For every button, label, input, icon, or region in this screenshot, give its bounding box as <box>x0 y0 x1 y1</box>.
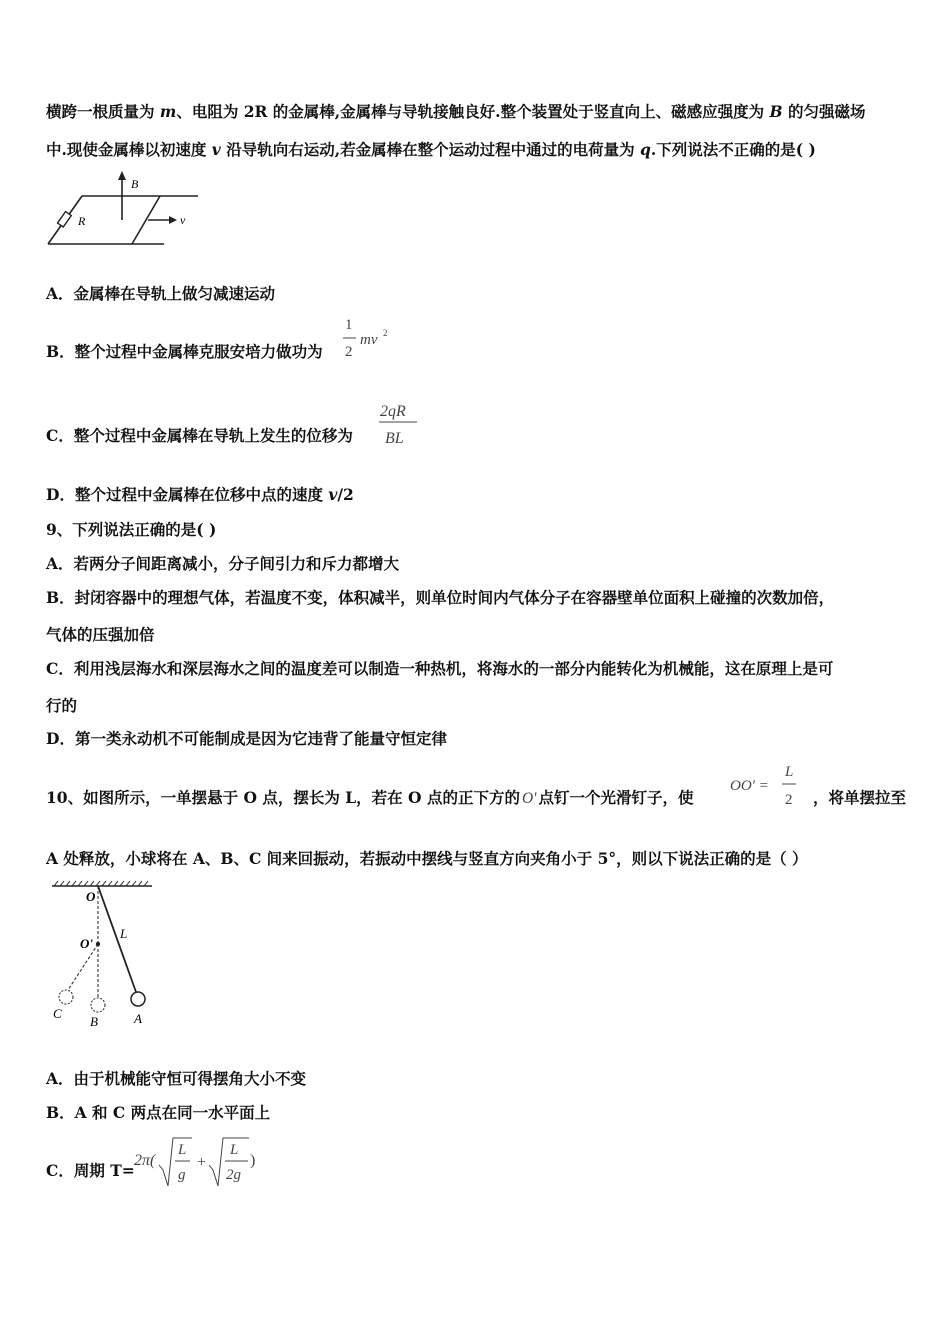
q8-line-2: 中.现使金属棒以初速度 v 沿导轨向右运动,若金属棒在整个运动过程中通过的电荷量为 q.下列说法不正确的是( ) <box>46 140 816 159</box>
svg-text:L: L <box>230 1142 239 1158</box>
svg-text:+: + <box>197 1154 207 1171</box>
length-l-label: L <box>120 926 128 941</box>
q10-option-a: A．由于机械能守恒可得摆角大小不变 <box>46 1069 307 1088</box>
q9-option-d: D．第一类永动机不可能制成是因为它违背了能量守恒定律 <box>46 729 447 748</box>
q8-option-d: D．整个过程中金属棒在位移中点的速度 v/2 <box>46 485 354 504</box>
q8-option-c: C．整个过程中金属棒在导轨上发生的位移为 <box>46 426 353 445</box>
q9-option-b-line-1: B．封闭容器中的理想气体，若温度不变，体积减半，则单位时间内气体分子在容器壁单位面积上碰撞的次数加倍， <box>46 588 835 607</box>
q10-stem-line-2: A 处释放，小球将在 A、B、C 间来回振动，若振动中摆线与竖直方向夹角小于 5°，则以下说法正确的是（ ） <box>46 849 808 868</box>
rail-circuit-figure <box>44 170 204 250</box>
svg-text:OO' =: OO' = <box>730 778 769 794</box>
velocity-label-v: v <box>180 213 186 227</box>
period-formula <box>132 1134 272 1190</box>
q10-option-b: B．A 和 C 两点在同一水平面上 <box>46 1103 271 1122</box>
q10-option-c: C．周期 T= <box>46 1161 135 1180</box>
svg-text:BL: BL <box>385 430 404 447</box>
point-o-label: O <box>86 889 96 904</box>
svg-text:2: 2 <box>383 328 388 338</box>
work-formula <box>340 316 400 366</box>
svg-text:g: g <box>178 1167 186 1183</box>
point-c-label: C <box>53 1006 62 1021</box>
svg-text:): ) <box>250 1152 256 1169</box>
field-label-b: B <box>131 177 139 191</box>
svg-text:2: 2 <box>345 344 353 360</box>
point-a-label: A <box>134 1011 142 1026</box>
peg-distance-formula <box>728 760 808 810</box>
pendulum-figure <box>44 880 164 1030</box>
q8-line-1: 横跨一根质量为 m、电阻为 2R 的金属棒,金属棒与导轨接触良好.整个装置处于竖直向上、磁感应强度为 B 的匀强磁场 <box>46 102 866 121</box>
resistor-label-r: R <box>78 214 86 228</box>
svg-text:L: L <box>785 764 794 780</box>
displacement-formula <box>375 398 425 448</box>
svg-text:mv: mv <box>360 332 378 348</box>
svg-text:L: L <box>178 1142 187 1158</box>
q10-stem-line-1: 10、如图所示，一单摆悬于 O 点，摆长为 L，若在 O 点的正下方的 O' 点钉一个光滑钉子，使 <box>46 788 694 807</box>
svg-text:2: 2 <box>785 792 793 808</box>
point-o-prime-label: O' <box>80 936 93 951</box>
svg-text:1: 1 <box>345 317 353 333</box>
q9-option-c-line-1: C．利用浅层海水和深层海水之间的温度差可以制造一种热机，将海水的一部分内能转化为机械能，这在原理上是可 <box>46 659 834 678</box>
q9-stem: 9、下列说法正确的是( ) <box>46 520 217 539</box>
point-b-label: B <box>90 1014 98 1029</box>
q9-option-a: A．若两分子间距离减小，分子间引力和斥力都增大 <box>46 554 400 573</box>
q9-option-b-line-2: 气体的压强加倍 <box>46 625 155 644</box>
svg-text:2g: 2g <box>226 1167 241 1183</box>
q9-option-c-line-2: 行的 <box>46 696 78 715</box>
q8-option-a: A．金属棒在导轨上做匀减速运动 <box>46 284 276 303</box>
q10-stem-line-1-end: ，将单摆拉至 <box>813 788 907 807</box>
q8-option-b: B．整个过程中金属棒克服安培力做功为 <box>46 342 323 361</box>
svg-text:2qR: 2qR <box>380 403 406 420</box>
svg-text:2π(: 2π( <box>134 1152 156 1169</box>
